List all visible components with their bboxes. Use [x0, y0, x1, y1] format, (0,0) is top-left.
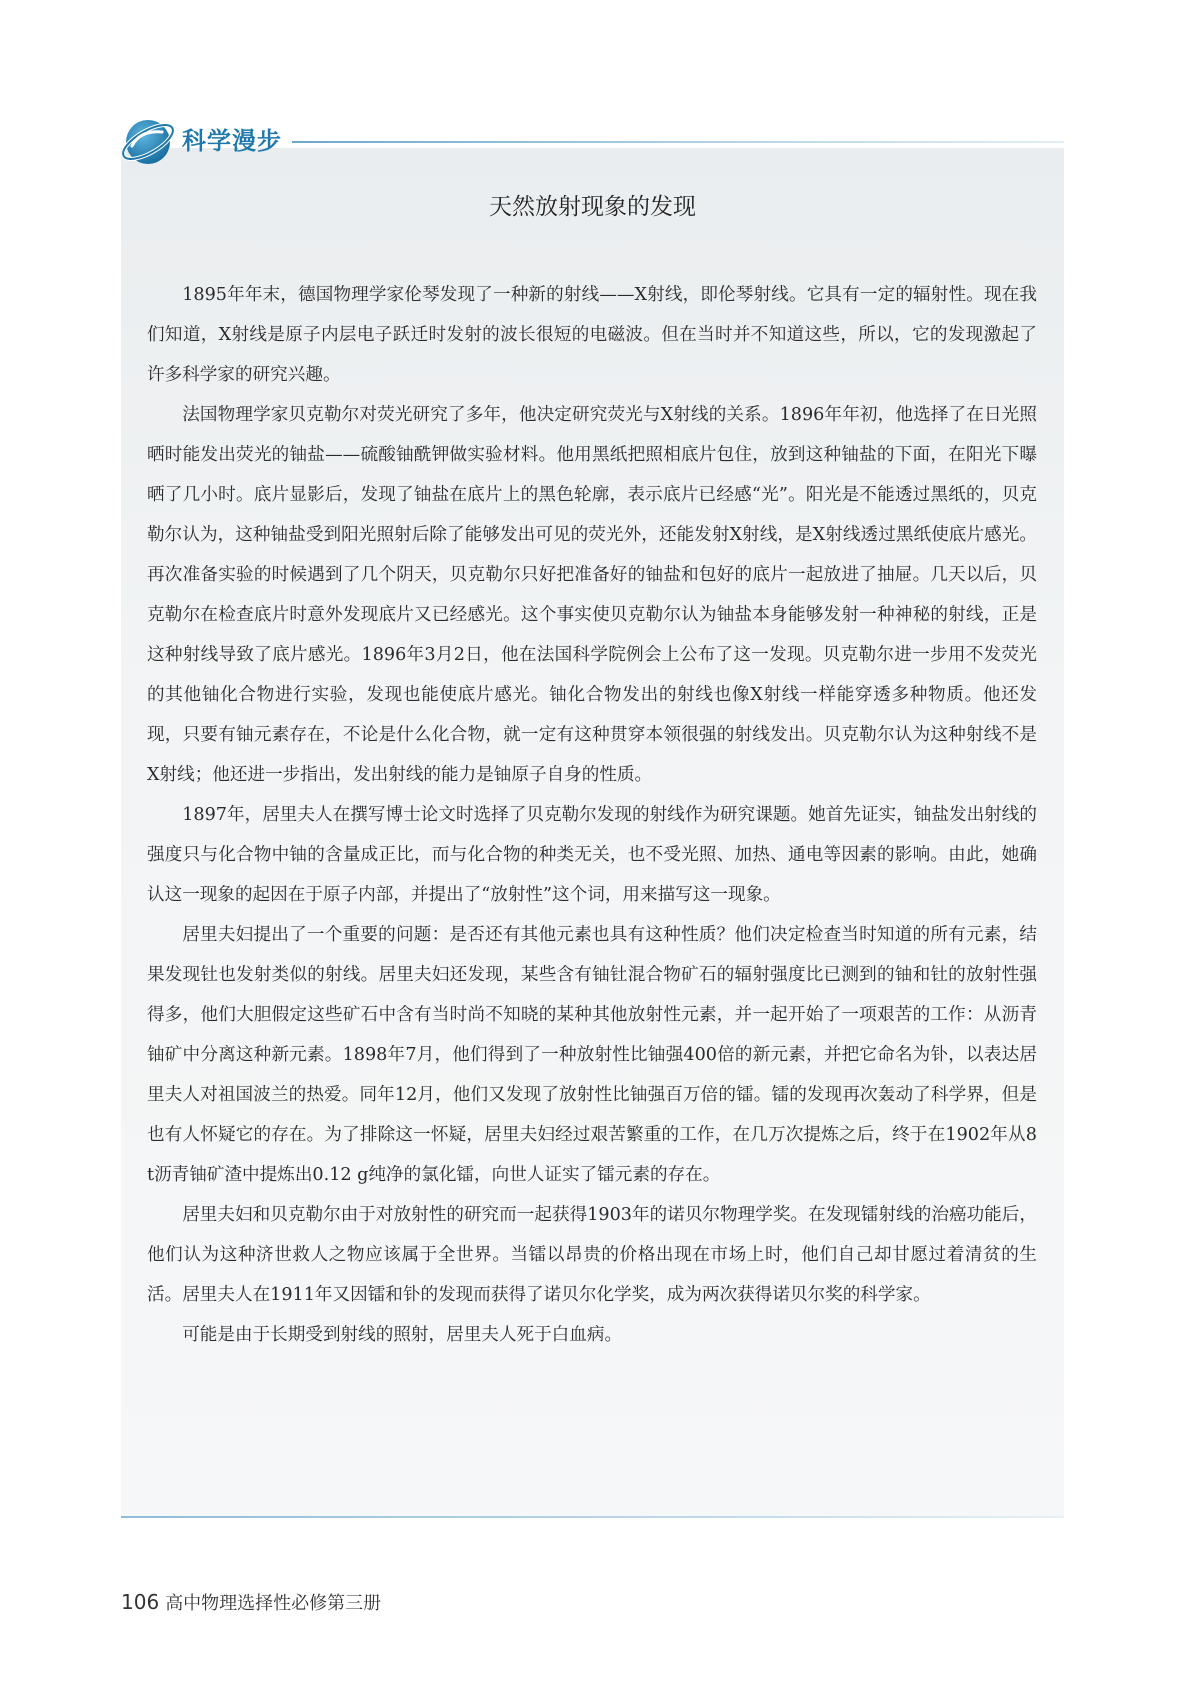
book-title: 高中物理选择性必修第三册 — [165, 1593, 382, 1614]
paragraph-3: 1897年，居里夫人在撰写博士论文时选择了贝克勒尔发现的射线作为研究课题。她首先证实，铀盐发出射线的强度只与化合物中铀的含量成正比，而与化合物的种类无关，也不受光照、加热、通电等因素的影响。由此，她确认这一现象的起因在于原子内部，并提出了“放射性”这个词，用来描写这一现象。 — [147, 805, 1037, 905]
paragraph-2: 法国物理学家贝克勒尔对荧光研究了多年，他决定研究荧光与X射线的关系。1896年年初，他选择了在日光照晒时能发出荧光的铀盐——硫酸铀酰钾做实验材料。他用黑纸把照相底片包住，放到这种铀盐的下面，在阳光下曝晒了几小时。底片显影后，发现了铀盐在底片上的黑色轮廓，表示底片已经感“光”。阳光是不能透过黑纸的，贝克勒尔认为，这种铀盐受到阳光照射后除了能够发出可见的荧光外，还能发射X射线，是X射线透过黑纸使底片感光。再次准备实验的时候遇到了几个阴天，贝克勒尔只好把准备好的铀盐和包好的底片一起放进了抽屉。几天以后，贝克勒尔在检查底片时意外发现底片又已经感光。这个事实使贝克勒尔认为铀盐本身能够发射一种神秘的射线，正是这种射线导致了底片感光。1896年3月2日，他在法国科学院例会上公布了这一发现。贝克勒尔进一步用不发荧光的其他铀化合物进行实验，发现也能使底片感光。铀化合物发出的射线也像X射线一样能穿透多种物质。他还发现，只要有铀元素存在，不论是什么化合物，就一定有这种贯穿本领很强的射线发出。贝克勒尔认为这种射线不是X射线；他还进一步指出，发出射线的能力是铀原子自身的性质。 — [147, 405, 1037, 785]
page-number: 106 — [121, 1590, 160, 1614]
page-footer — [121, 1589, 381, 1617]
paragraph-5: 居里夫妇和贝克勒尔由于对放射性的研究而一起获得1903年的诺贝尔物理学奖。在发现镭射线的治癌功能后，他们认为这种济世救人之物应该属于全世界。当镭以昂贵的价格出现在市场上时，他们自己却甘愿过着清贫的生活。居里夫人在1911年又因镭和钋的发现而获得了诺贝尔化学奖，成为两次获得诺贝尔奖的科学家。 — [147, 1205, 1037, 1305]
orbit-globe-icon — [118, 112, 178, 172]
header-rule — [292, 141, 1064, 143]
article-body — [147, 275, 1037, 1355]
paragraph-1: 1895年年末，德国物理学家伦琴发现了一种新的射线——X射线，即伦琴射线。它具有一定的辐射性。现在我们知道，X射线是原子内层电子跃迁时发射的波长很短的电磁波。但在当时并不知道这些，所以，它的发现激起了许多科学家的研究兴趣。 — [147, 285, 1037, 385]
bottom-rule — [121, 1516, 1064, 1518]
paragraph-4: 居里夫妇提出了一个重要的问题：是否还有其他元素也具有这种性质？他们决定检查当时知道的所有元素，结果发现钍也发射类似的射线。居里夫妇还发现，某些含有铀钍混合物矿石的辐射强度比已测到的铀和钍的放射性强得多，他们大胆假定这些矿石中含有当时尚不知晓的某种其他放射性元素，并一起开始了一项艰苦的工作：从沥青铀矿中分离这种新元素。1898年7月，他们得到了一种放射性比铀强400倍的新元素，并把它命名为钋，以表达居里夫人对祖国波兰的热爱。同年12月，他们又发现了放射性比铀强百万倍的镭。镭的发现再次轰动了科学界，但是也有人怀疑它的存在。为了排除这一怀疑，居里夫妇经过艰苦繁重的工作，在几万次提炼之后，终于在1902年从8 t沥青铀矿渣中提炼出0.12 g纯净的氯化镭，向世人证实了镭元素的存在。 — [147, 925, 1037, 1185]
article-title: 天然放射现象的发现 — [489, 194, 696, 220]
paragraph-6: 可能是由于长期受到射线的照射，居里夫人死于白血病。 — [182, 1325, 623, 1345]
section-label: 科学漫步 — [182, 127, 282, 155]
